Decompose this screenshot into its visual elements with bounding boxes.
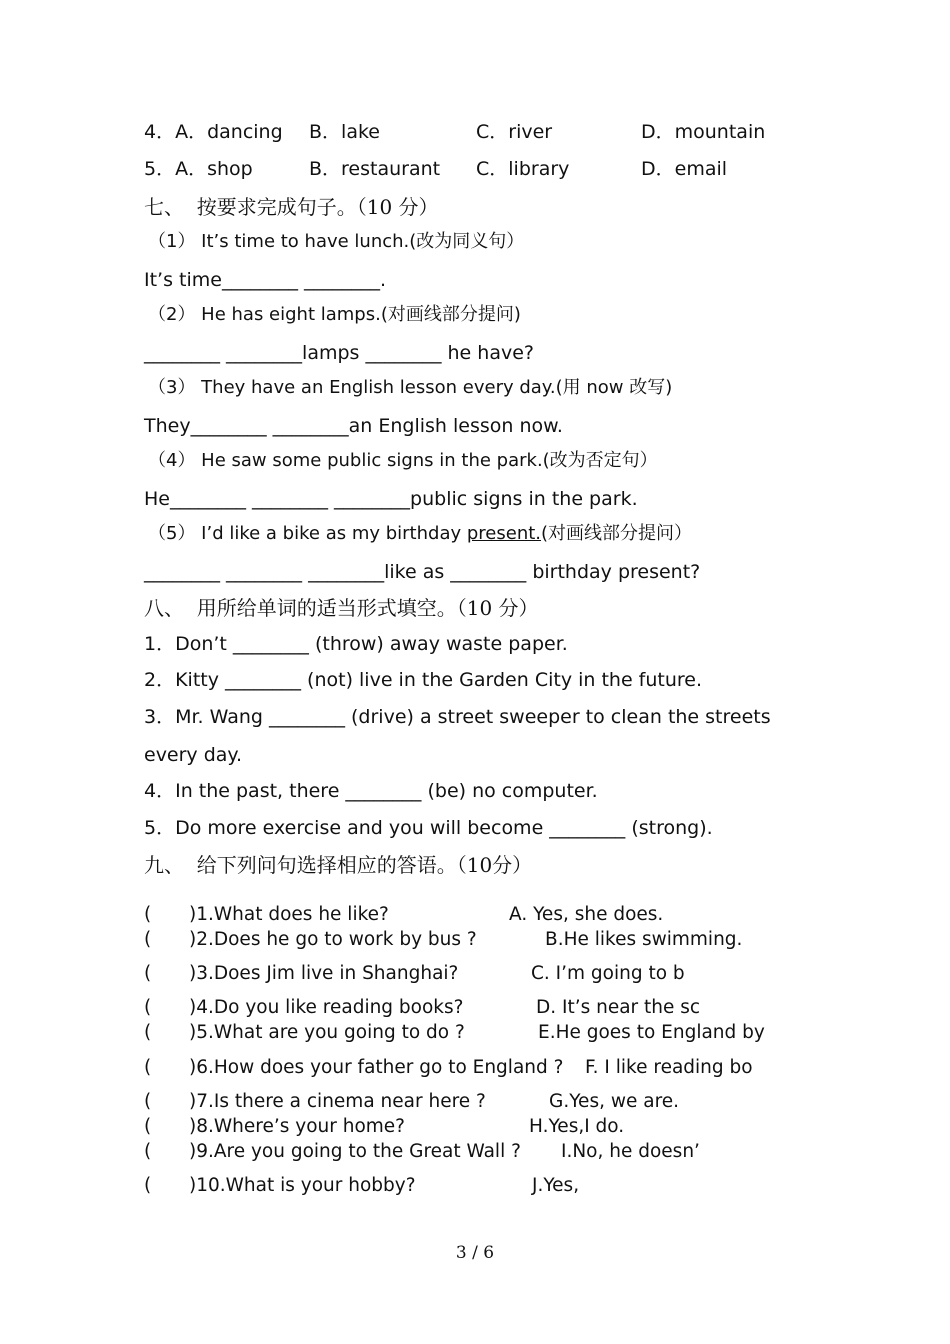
s9-paren-10: ( [144,1175,152,1196]
s9-paren-5: ( [144,1022,152,1043]
s7-item-5-underlined: present. [466,523,542,544]
s9-paren-4: ( [144,997,152,1018]
s9-answer-g: G.Yes, we are. [549,1091,680,1112]
s8-item-2: 2．Kitty ________ (not) live in the Garden City in the future. [144,669,703,691]
mc-4-d: D．mountain [641,121,766,143]
s9-question-10: )10.What is your hobby? [189,1175,416,1196]
s9-answer-a: A. Yes, she does. [509,904,664,925]
s9-paren-8: ( [144,1116,152,1137]
s7-item-3-answer: They________ ________an English lesson now. [144,415,563,437]
s9-answer-h: H.Yes,I do. [529,1116,625,1137]
s9-question-6: )6.How does your father go to England ? [189,1057,564,1078]
s9-answer-e: E.He goes to England by [538,1022,765,1043]
s9-question-2: )2.Does he go to work by bus ? [189,929,477,950]
section-8-title: 八、 用所给单词的适当形式填空。（10 分） [144,596,539,620]
mc-5-b: B．restaurant [309,158,441,180]
s7-item-5-post: (对画线部分提问） [541,523,693,544]
s9-question-8: )8.Where’s your home? [189,1116,405,1137]
s7-item-5-prompt [148,522,692,546]
s9-question-1: )1.What does he like? [189,904,389,925]
s9-paren-1: ( [144,904,152,925]
s9-answer-j: J.Yes, [532,1175,580,1196]
section-7-title: 七、 按要求完成句子。（10 分） [144,195,439,219]
s7-item-5-answer: ________ ________ ________like as ________ birthday present? [144,561,701,583]
s9-paren-2: ( [144,929,152,950]
s9-question-9: )9.Are you going to the Great Wall ? [189,1141,521,1162]
s9-paren-9: ( [144,1141,152,1162]
s9-paren-7: ( [144,1091,152,1112]
s8-item-5: 5．Do more exercise and you will become ________ (strong). [144,817,713,839]
s9-answer-i: I.No, he doesn’ [561,1141,700,1162]
s8-item-4: 4．In the past, there ________ (be) no computer. [144,780,598,802]
mc-4-b: B．lake [309,121,380,143]
s7-item-1-prompt: （1） It’s time to have lunch.(改为同义句） [148,231,525,252]
section-9-title: 九、 给下列问句选择相应的答语。（10分） [144,853,533,877]
mc-5-d: D．email [641,158,728,180]
s9-answer-b: B.He likes swimming. [545,929,743,950]
s9-answer-d: D. It’s near the sc [536,997,701,1018]
mc-5-c: C．library [476,158,570,180]
s7-item-3-prompt: （3） They have an English lesson every day.(用 now 改写) [148,377,673,398]
mc-4-c: C．river [476,121,553,143]
s9-paren-6: ( [144,1057,152,1078]
s9-question-3: )3.Does Jim live in Shanghai? [189,963,459,984]
mc-5-a: 5．A．shop [144,158,253,180]
s9-question-7: )7.Is there a cinema near here ? [189,1091,486,1112]
s8-item-3-cont: every day. [144,744,242,766]
s9-paren-3: ( [144,963,152,984]
s7-item-4-prompt: （4） He saw some public signs in the park.(改为否定句） [148,450,658,471]
s7-item-2-prompt: （2） He has eight lamps.(对画线部分提问) [148,304,521,325]
s7-item-2-answer: ________ ________lamps ________ he have? [144,342,534,364]
s9-answer-c: C. I’m going to b [531,963,685,984]
s7-item-4-answer: He________ ________ ________public signs in the park. [144,488,638,510]
s9-answer-f: F. I like reading bo [585,1057,753,1078]
s8-item-1: 1．Don’t ________ (throw) away waste paper. [144,633,568,655]
s9-question-5: )5.What are you going to do ? [189,1022,465,1043]
page-number: 3 / 6 [455,1243,495,1263]
s7-item-1-answer: It’s time________ ________. [144,269,387,291]
mc-4-a: 4．A．dancing [144,121,283,143]
s9-question-4: )4.Do you like reading books? [189,997,464,1018]
s7-item-5-pre: （5） I’d like a bike as my birthday [148,523,467,544]
s8-item-3: 3．Mr. Wang ________ (drive) a street sweeper to clean the streets [144,706,771,728]
